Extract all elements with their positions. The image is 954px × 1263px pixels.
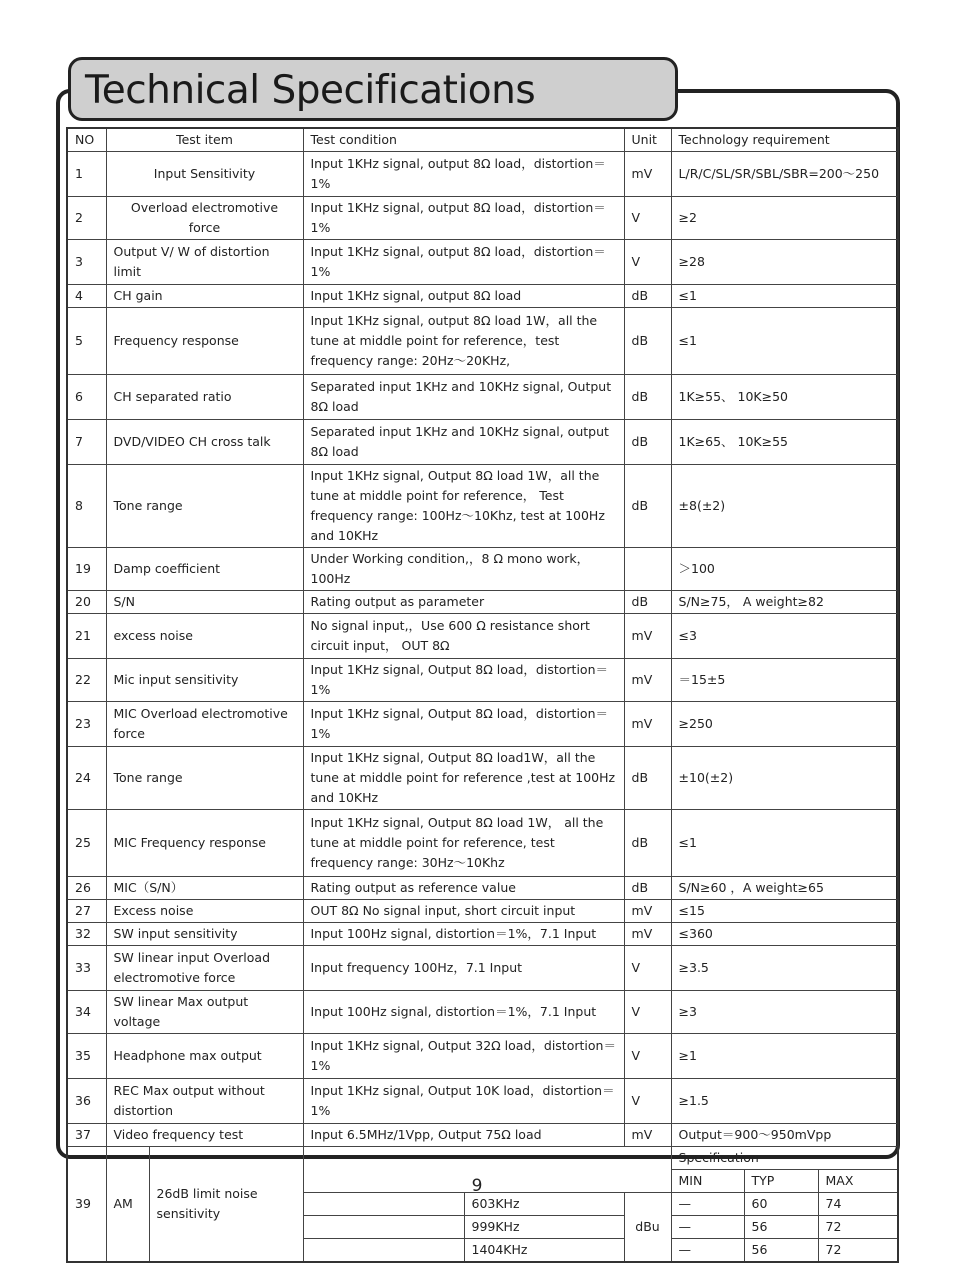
row-requirement: 1K≥55、 10K≥50: [671, 375, 898, 420]
row-requirement: Output＝900～950mVpp: [671, 1124, 898, 1147]
row-test-item: REC Max output without distortion: [106, 1079, 303, 1124]
row-no: 19: [67, 548, 106, 591]
spec-row: [67, 946, 898, 991]
spec-row: [67, 1124, 898, 1147]
am-typ: 56: [744, 1216, 818, 1239]
spec-row: [67, 197, 898, 240]
row-unit: mV: [624, 702, 671, 747]
row-test-item: MIC Frequency response: [106, 810, 303, 877]
spec-row: [67, 659, 898, 702]
am-row: [67, 1147, 898, 1170]
am-unit: dBu: [624, 1193, 671, 1263]
am-typ-header: TYP: [744, 1170, 818, 1193]
row-requirement: ≥1: [671, 1034, 898, 1079]
row-test-condition: Input 100Hz signal, distortion＝1%，7.1 Input: [303, 991, 624, 1034]
row-unit: dB: [624, 877, 671, 900]
row-test-condition: Under Working condition,，8 Ω mono work，100Hz: [303, 548, 624, 591]
row-no: 32: [67, 923, 106, 946]
spec-row: [67, 991, 898, 1034]
row-test-condition: Input 1KHz signal, Output 10K load，distortion＝1%: [303, 1079, 624, 1124]
row-test-item: Tone range: [106, 465, 303, 548]
spec-row: [67, 591, 898, 614]
row-test-item: S/N: [106, 591, 303, 614]
row-requirement: 1K≥65、 10K≥55: [671, 420, 898, 465]
row-no: 7: [67, 420, 106, 465]
row-requirement: ≤1: [671, 308, 898, 375]
row-test-condition: Separated input 1KHz and 10KHz signal, Output 8Ω load: [303, 375, 624, 420]
row-no: 4: [67, 285, 106, 308]
row-requirement: ≤3: [671, 614, 898, 659]
row-no: 20: [67, 591, 106, 614]
row-test-item: excess noise: [106, 614, 303, 659]
row-requirement: S/N≥60 ，A weight≥65: [671, 877, 898, 900]
row-no: 33: [67, 946, 106, 991]
spec-row: [67, 285, 898, 308]
row-test-item: MIC Overload electromotive force: [106, 702, 303, 747]
row-test-item: Damp coefficient: [106, 548, 303, 591]
row-unit: mV: [624, 1124, 671, 1147]
row-requirement: ≤1: [671, 285, 898, 308]
row-no: 1: [67, 152, 106, 197]
row-test-item: Output V/ W of distortion limit: [106, 240, 303, 285]
row-test-condition: Input 1KHz signal, Output 32Ω load，distortion＝1%: [303, 1034, 624, 1079]
header-requirement: Technology requirement: [671, 128, 898, 152]
row-unit: dB: [624, 375, 671, 420]
row-unit: V: [624, 991, 671, 1034]
row-unit: mV: [624, 152, 671, 197]
row-test-condition: Input 1KHz signal, output 8Ω load，distortion＝1%: [303, 197, 624, 240]
am-max-header: MAX: [818, 1170, 898, 1193]
row-unit: dB: [624, 747, 671, 810]
row-test-condition: Input 1KHz signal, Output 8Ω load，distortion＝1%: [303, 702, 624, 747]
row-no: 2: [67, 197, 106, 240]
row-test-item: SW input sensitivity: [106, 923, 303, 946]
row-test-condition: Input 6.5MHz/1Vpp, Output 75Ω load: [303, 1124, 624, 1147]
spec-row: [67, 877, 898, 900]
row-unit: V: [624, 1034, 671, 1079]
row-unit: dB: [624, 308, 671, 375]
page-title: Technical Specifications: [85, 68, 536, 113]
am-empty-cell: [303, 1239, 464, 1263]
am-max: 72: [818, 1239, 898, 1263]
am-min: —: [671, 1216, 744, 1239]
am-freq: 1404KHz: [464, 1239, 624, 1263]
row-test-condition: Input 100Hz signal, distortion＝1%，7.1 Input: [303, 923, 624, 946]
row-unit: mV: [624, 900, 671, 923]
spec-row: [67, 900, 898, 923]
row-test-condition: OUT 8Ω No signal input, short circuit input: [303, 900, 624, 923]
row-requirement: ＞100: [671, 548, 898, 591]
spec-row: [67, 240, 898, 285]
am-freq: 603KHz: [464, 1193, 624, 1216]
am-typ: 56: [744, 1239, 818, 1263]
row-test-item: SW linear Max output voltage: [106, 991, 303, 1034]
row-no: 35: [67, 1034, 106, 1079]
row-no: 8: [67, 465, 106, 548]
row-test-condition: Input 1KHz signal, output 8Ω load 1W，all the tune at middle point for reference，test frequency range: 20Hz～20KHz,: [303, 308, 624, 375]
row-unit: dB: [624, 591, 671, 614]
row-test-item: CH gain: [106, 285, 303, 308]
row-test-item: Tone range: [106, 747, 303, 810]
row-test-condition: Rating output as reference value: [303, 877, 624, 900]
row-unit: V: [624, 946, 671, 991]
am-min: —: [671, 1193, 744, 1216]
row-unit: V: [624, 1079, 671, 1124]
spec-row: [67, 1034, 898, 1079]
row-test-condition: Separated input 1KHz and 10KHz signal, output 8Ω load: [303, 420, 624, 465]
row-test-condition: Input 1KHz signal, Output 8Ω load1W，all the tune at middle point for reference ,test at 100Hz and 10KHz: [303, 747, 624, 810]
spec-row: [67, 747, 898, 810]
title-tab: [68, 57, 678, 121]
spec-row: [67, 375, 898, 420]
row-requirement: ±10(±2): [671, 747, 898, 810]
row-test-condition: Input 1KHz signal, output 8Ω load: [303, 285, 624, 308]
row-unit: dB: [624, 465, 671, 548]
am-min: —: [671, 1239, 744, 1263]
row-unit: mV: [624, 614, 671, 659]
row-test-item: Headphone max output: [106, 1034, 303, 1079]
row-requirement: ≥28: [671, 240, 898, 285]
am-item: 26dB limit noise sensitivity: [149, 1147, 303, 1263]
row-unit: mV: [624, 923, 671, 946]
row-test-item: MIC（S/N）: [106, 877, 303, 900]
am-label: AM: [106, 1147, 149, 1263]
row-requirement: ≥3.5: [671, 946, 898, 991]
row-unit: dB: [624, 810, 671, 877]
row-requirement: ≥250: [671, 702, 898, 747]
spec-row: [67, 702, 898, 747]
spec-row: [67, 465, 898, 548]
row-test-item: DVD/VIDEO CH cross talk: [106, 420, 303, 465]
row-test-item: CH separated ratio: [106, 375, 303, 420]
row-unit: dB: [624, 285, 671, 308]
spec-row: [67, 923, 898, 946]
row-requirement: ≥2: [671, 197, 898, 240]
spec-row: [67, 152, 898, 197]
am-no: 39: [67, 1147, 106, 1263]
row-requirement: ≥3: [671, 991, 898, 1034]
row-test-condition: Input 1KHz signal, output 8Ω load，distortion＝1%: [303, 240, 624, 285]
row-no: 21: [67, 614, 106, 659]
row-test-condition: Input 1KHz signal, Output 8Ω load，distortion＝1%: [303, 659, 624, 702]
spec-row: [67, 308, 898, 375]
am-spec: Specification: [671, 1147, 898, 1170]
row-requirement: ＝15±5: [671, 659, 898, 702]
row-unit: mV: [624, 659, 671, 702]
header-row: [67, 128, 898, 152]
row-unit: V: [624, 197, 671, 240]
row-test-condition: Input 1KHz signal, output 8Ω load，distortion＝1%: [303, 152, 624, 197]
row-no: 22: [67, 659, 106, 702]
spec-row: [67, 614, 898, 659]
row-test-item: Input Sensitivity: [106, 152, 303, 197]
row-test-item: Excess noise: [106, 900, 303, 923]
row-no: 24: [67, 747, 106, 810]
row-test-item: Overload electromotive force: [106, 197, 303, 240]
row-test-item: Mic input sensitivity: [106, 659, 303, 702]
spec-row: [67, 810, 898, 877]
row-requirement: ≤15: [671, 900, 898, 923]
spec-row: [67, 420, 898, 465]
header-condition: Test condition: [303, 128, 624, 152]
row-test-item: SW linear input Overload electromotive force: [106, 946, 303, 991]
row-test-item: Frequency response: [106, 308, 303, 375]
am-typ: 60: [744, 1193, 818, 1216]
row-unit: [624, 548, 671, 591]
row-no: 26: [67, 877, 106, 900]
am-empty-cell: [303, 1216, 464, 1239]
am-min-header: MIN: [671, 1170, 744, 1193]
row-requirement: ±8(±2): [671, 465, 898, 548]
row-no: 6: [67, 375, 106, 420]
row-no: 23: [67, 702, 106, 747]
row-requirement: ≤1: [671, 810, 898, 877]
row-test-condition: Input 1KHz signal, Output 8Ω load 1W，all the tune at middle point for reference， Test frequency range: 100Hz～10Khz, test at 100Hz and 10KHz: [303, 465, 624, 548]
header-no: NO: [67, 128, 106, 152]
row-no: 34: [67, 991, 106, 1034]
row-requirement: L/R/C/SL/SR/SBL/SBR=200～250: [671, 152, 898, 197]
row-no: 25: [67, 810, 106, 877]
row-unit: V: [624, 240, 671, 285]
am-max: 74: [818, 1193, 898, 1216]
row-requirement: ≥1.5: [671, 1079, 898, 1124]
row-test-condition: Input frequency 100Hz，7.1 Input: [303, 946, 624, 991]
spec-row: [67, 1079, 898, 1124]
row-no: 3: [67, 240, 106, 285]
row-requirement: S/N≥75， A weight≥82: [671, 591, 898, 614]
spec-table: [66, 127, 899, 1263]
spec-row: [67, 548, 898, 591]
row-test-condition: Input 1KHz signal, Output 8Ω load 1W， all the tune at middle point for reference, test frequency range: 30Hz～10Khz: [303, 810, 624, 877]
row-no: 5: [67, 308, 106, 375]
header-item: Test item: [106, 128, 303, 152]
row-unit: dB: [624, 420, 671, 465]
row-no: 36: [67, 1079, 106, 1124]
row-no: 37: [67, 1124, 106, 1147]
row-test-condition: Rating output as parameter: [303, 591, 624, 614]
page-number: 9: [471, 1176, 483, 1196]
row-requirement: ≤360: [671, 923, 898, 946]
am-freq: 999KHz: [464, 1216, 624, 1239]
am-max: 72: [818, 1216, 898, 1239]
row-test-item: Video frequency test: [106, 1124, 303, 1147]
row-no: 27: [67, 900, 106, 923]
row-test-condition: No signal input,，Use 600 Ω resistance short circuit input， OUT 8Ω: [303, 614, 624, 659]
header-unit: Unit: [624, 128, 671, 152]
